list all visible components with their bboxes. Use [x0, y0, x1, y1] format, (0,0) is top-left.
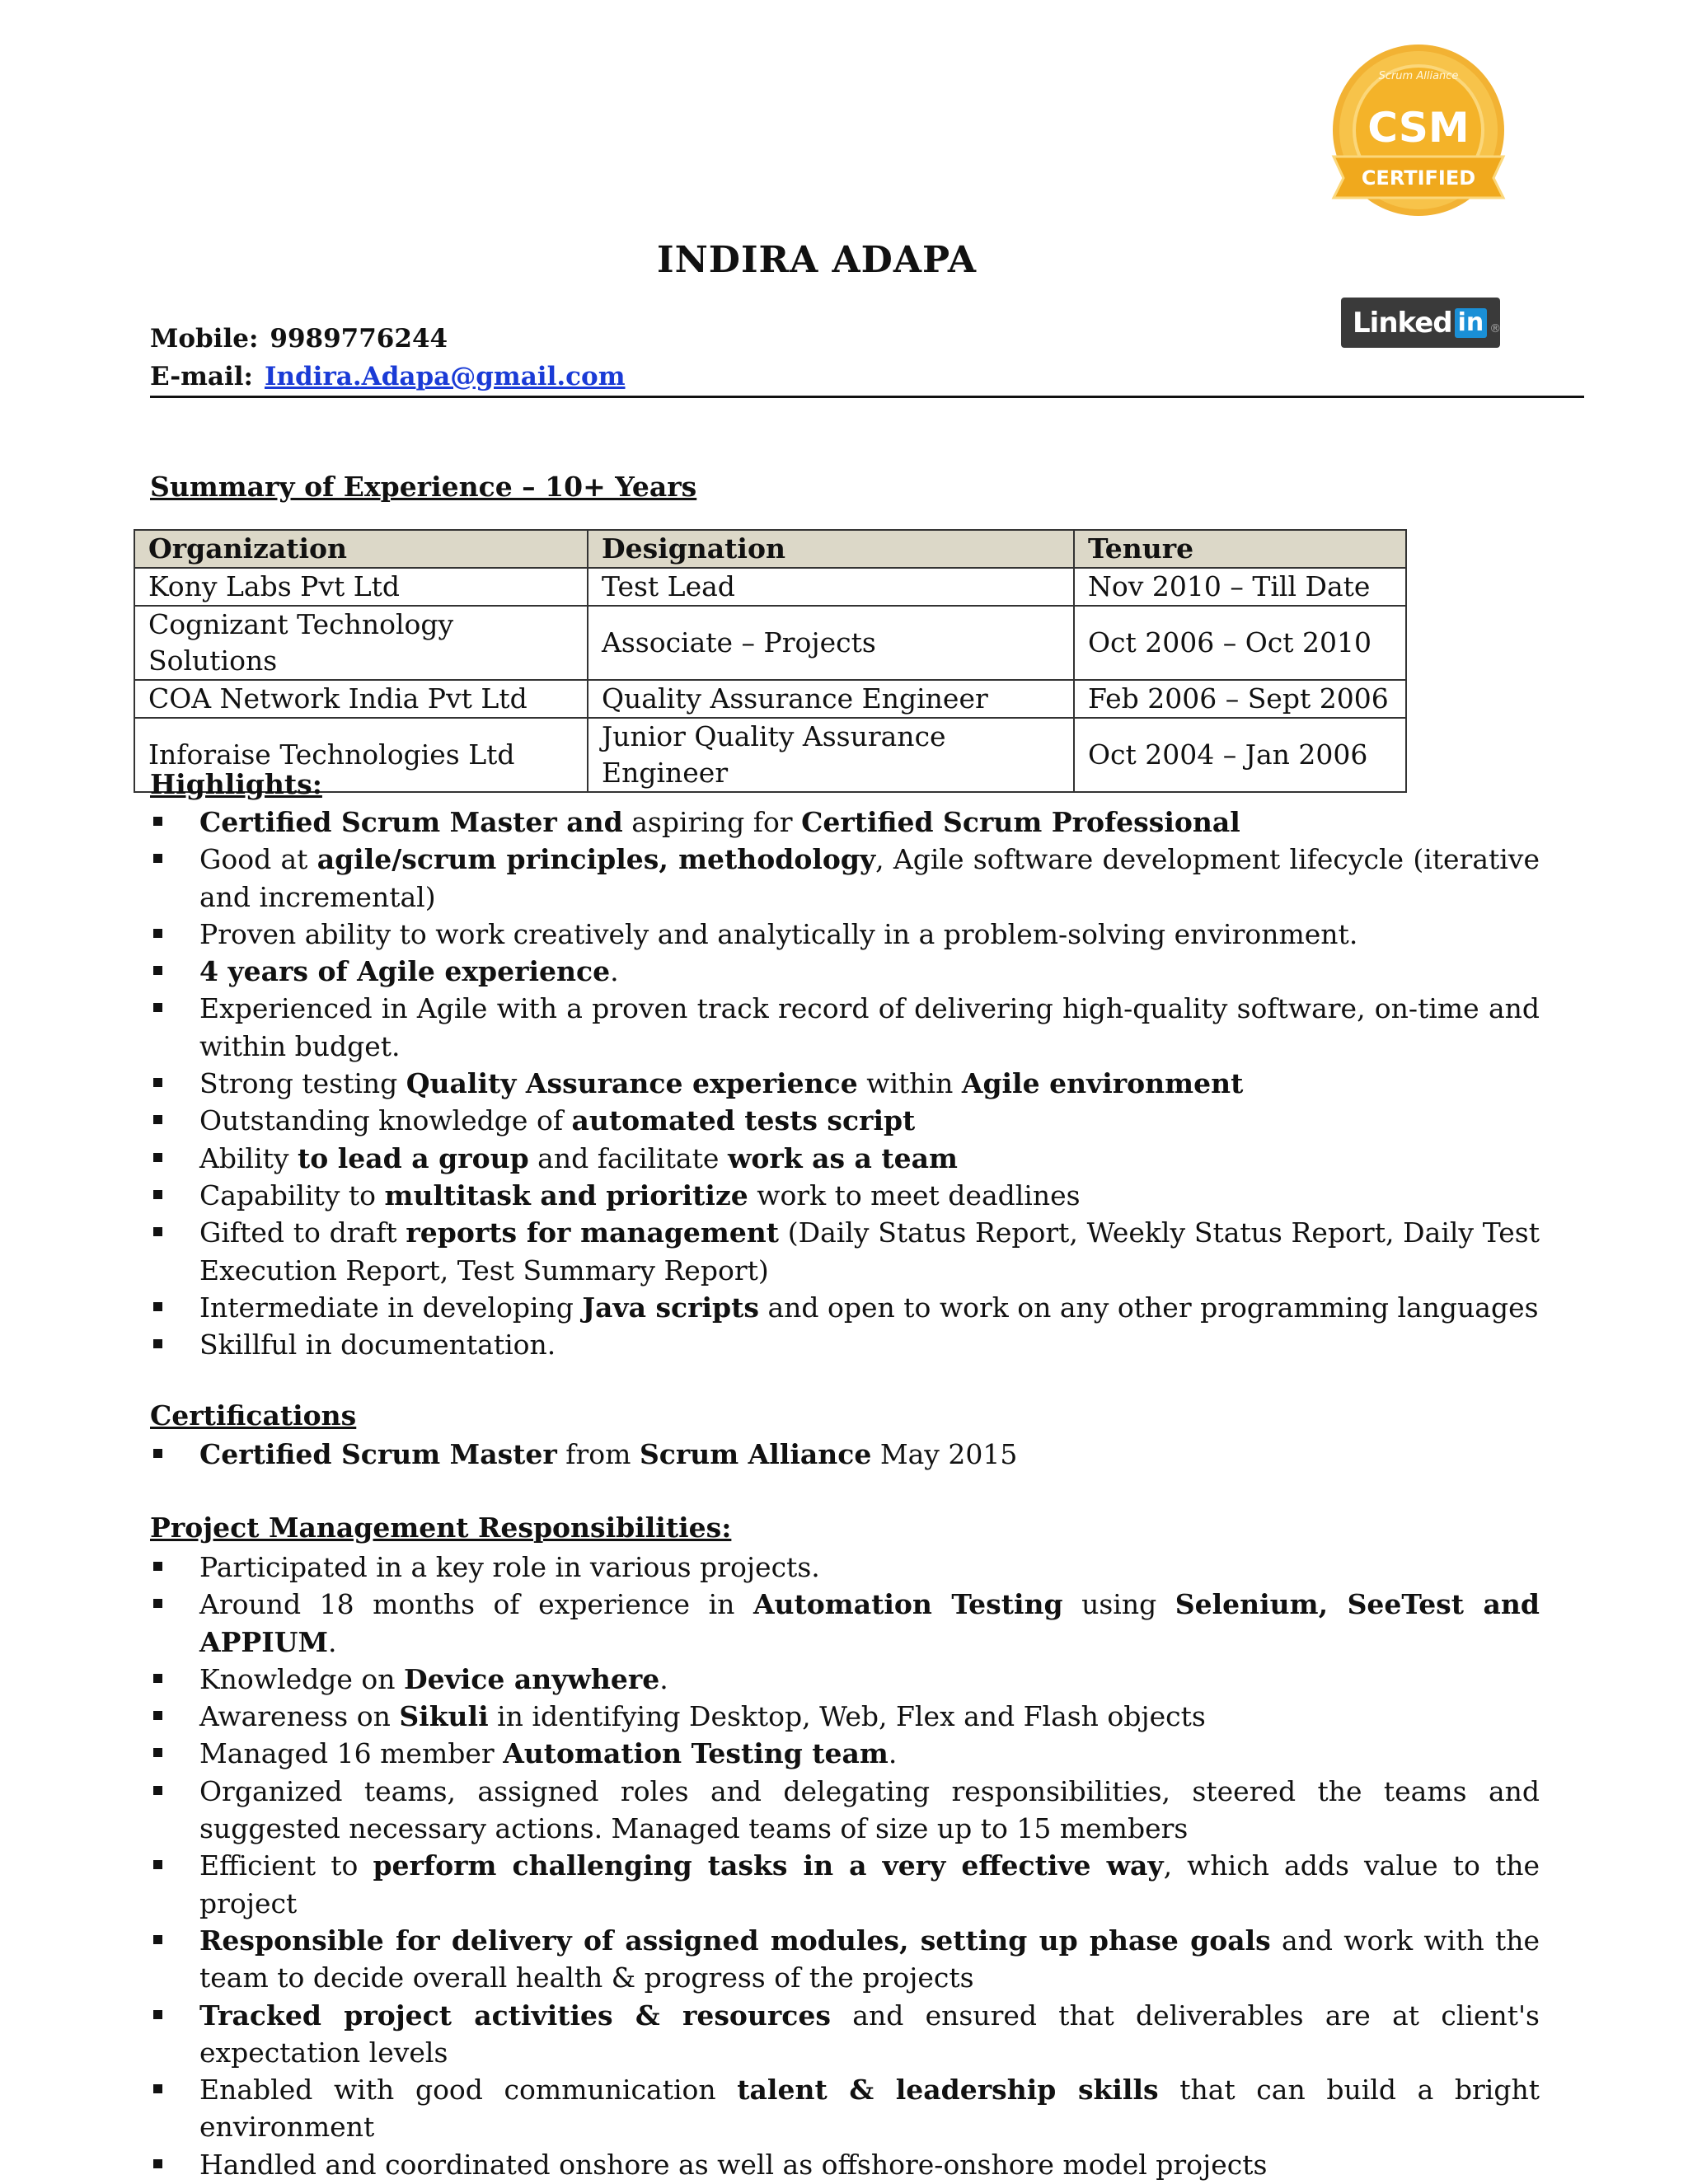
list-item-text: Ability	[199, 1141, 298, 1174]
email-link[interactable]: Indira.Adapa@gmail.com	[264, 362, 626, 391]
list-item-text: perform challenging tasks in a very effective way	[373, 1849, 1164, 1882]
list-item-text: 4 years of Agile experience	[199, 955, 611, 988]
list-item	[150, 1326, 1540, 1363]
list-item	[150, 2071, 1540, 2146]
list-item-text: Java scripts	[582, 1291, 759, 1324]
pm-list	[150, 1549, 1540, 2183]
list-item-text: in identifying Desktop, Web, Flex and Flash objects	[488, 1700, 1206, 1733]
list-item	[150, 1065, 1540, 1102]
list-item-text: Automation Testing team	[503, 1737, 889, 1770]
list-item-text: Intermediate in developing	[199, 1291, 583, 1324]
badge-certified-text: CERTIFIED	[1361, 166, 1476, 190]
list-item	[150, 1735, 1540, 1772]
list-item-text: Proven ability to work creatively and analytically in a problem-solving environment.	[199, 917, 1358, 950]
linkedin-registered: ®	[1489, 321, 1502, 335]
list-item-text: Responsible for delivery of assigned modules, setting up phase goals	[199, 1924, 1271, 1957]
list-item	[150, 1698, 1540, 1735]
table-cell: Quality Assurance Engineer	[588, 680, 1074, 718]
certifications-list	[150, 1436, 1540, 1473]
list-item-text: multitask and prioritize	[384, 1179, 748, 1212]
list-item-text: Selenium, SeeTest and APPIUM	[199, 1588, 1540, 1658]
list-item	[150, 1549, 1540, 1586]
badge-top-text: Scrum Alliance	[1378, 70, 1459, 82]
list-item-text: Device anywhere	[403, 1662, 660, 1695]
list-item	[150, 1661, 1540, 1698]
list-item	[150, 1289, 1540, 1326]
list-item-text: Sikuli	[399, 1700, 489, 1733]
table-row	[134, 606, 1406, 680]
list-item	[150, 1586, 1540, 1661]
list-item-text: .	[888, 1737, 898, 1770]
table-cell: Nov 2010 – Till Date	[1074, 568, 1406, 606]
list-item-text: (Daily Status Report, Weekly Status Report, Daily Test Execution Report, Test Summary Report)	[199, 1216, 1540, 1286]
list-item	[150, 1847, 1540, 1922]
table-cell: Oct 2004 – Jan 2006	[1074, 718, 1406, 792]
list-item-text: Quality Assurance experience	[406, 1067, 858, 1100]
experience-table	[134, 529, 1407, 793]
list-item-text: using	[1062, 1588, 1175, 1621]
list-item	[150, 2146, 1540, 2183]
highlights-list	[150, 804, 1540, 1363]
mobile-number: 9989776244	[270, 324, 448, 354]
list-item-text: and facilitate	[528, 1141, 728, 1174]
list-item-text: Organized teams, assigned roles and delegating responsibilities, steered the teams and suggested necessary actions. Managed teams of size up to 15 members	[199, 1774, 1540, 1845]
list-item	[150, 953, 1540, 990]
email-label: E-mail:	[150, 362, 253, 391]
list-item-text: Experienced in Agile with a proven track record of delivering high-quality software, on-time and within budget.	[199, 992, 1540, 1062]
linkedin-in-box: in	[1455, 308, 1488, 338]
list-item-text: talent & leadership skills	[737, 2074, 1159, 2107]
table-cell: Feb 2006 – Sept 2006	[1074, 680, 1406, 718]
column-header: Tenure	[1074, 530, 1406, 568]
table-row	[134, 568, 1406, 606]
list-item-text: Handled and coordinated onshore as well as offshore-onshore model projects	[199, 2148, 1268, 2181]
mobile-label: Mobile:	[150, 324, 259, 354]
list-item	[150, 990, 1540, 1065]
table-cell: Inforaise Technologies Ltd	[134, 718, 588, 792]
list-item-text: Agile environment	[961, 1067, 1244, 1100]
list-item-text: Certified Scrum Professional	[801, 806, 1240, 838]
list-item-text: Automation Testing	[753, 1588, 1063, 1621]
list-item-text: May 2015	[871, 1438, 1018, 1470]
list-item	[150, 1214, 1540, 1289]
table-header-row	[134, 530, 1406, 568]
list-item-text: , which adds value to the project	[199, 1849, 1540, 1919]
list-item-text: Skillful in documentation.	[199, 1329, 556, 1361]
list-item-text: reports for management	[406, 1216, 780, 1249]
list-item-text: Participated in a key role in various projects.	[199, 1551, 820, 1583]
list-item-text: Gifted to draft	[199, 1216, 406, 1249]
linkedin-text: Linked	[1353, 306, 1452, 340]
list-item-text: to lead a group	[298, 1141, 529, 1174]
list-item-text: and ensured that deliverables are at client's expectation levels	[199, 1999, 1540, 2069]
list-item-text: Knowledge on	[199, 1662, 404, 1695]
list-item-text: that can build a bright environment	[199, 2074, 1540, 2144]
list-item-text: agile/scrum principles, methodology	[316, 843, 876, 876]
table-cell: Oct 2006 – Oct 2010	[1074, 606, 1406, 680]
list-item-text: , Agile software development lifecycle (iterative and incremental)	[199, 843, 1540, 913]
email-line	[150, 358, 626, 396]
list-item	[150, 1102, 1540, 1139]
column-header: Designation	[588, 530, 1074, 568]
list-item-text: work to meet deadlines	[748, 1179, 1081, 1212]
list-item-text: and open to work on any other programming languages	[758, 1291, 1539, 1324]
list-item-text: Tracked project activities & resources	[199, 1999, 831, 2032]
table-cell: Junior Quality Assurance Engineer	[588, 718, 1074, 792]
list-item-text: Good at	[199, 843, 317, 876]
summary-heading: Summary of Experience – 10+ Years	[150, 471, 697, 503]
list-item-text: from	[556, 1438, 640, 1470]
list-item-text: automated tests script	[571, 1104, 916, 1137]
header-divider	[150, 396, 1584, 398]
table-cell: Test Lead	[588, 568, 1074, 606]
list-item-text: Scrum Alliance	[639, 1438, 872, 1470]
table-cell: Kony Labs Pvt Ltd	[134, 568, 588, 606]
list-item-text: aspiring for	[622, 806, 802, 838]
list-item	[150, 1922, 1540, 1997]
list-item-text: Certified Scrum Master	[199, 1438, 557, 1470]
list-item	[150, 1436, 1540, 1473]
highlights-heading: Highlights:	[150, 768, 322, 800]
list-item-text: and work with the team to decide overall health & progress of the projects	[199, 1924, 1540, 1994]
list-item-text: Certified Scrum Master and	[199, 806, 623, 838]
list-item-text: within	[857, 1067, 962, 1100]
table-cell: COA Network India Pvt Ltd	[134, 680, 588, 718]
column-header: Organization	[134, 530, 588, 568]
list-item-text: .	[327, 1625, 337, 1658]
list-item	[150, 841, 1540, 916]
linkedin-logo[interactable]	[1341, 298, 1500, 348]
contact-block	[150, 320, 626, 396]
list-item	[150, 804, 1540, 841]
mobile-line	[150, 320, 626, 358]
list-item	[150, 1140, 1540, 1177]
badge-csm-text: CSM	[1367, 104, 1470, 152]
pm-heading: Project Management Responsibilities:	[150, 1511, 732, 1544]
candidate-name: INDIRA ADAPA	[656, 239, 978, 281]
list-item-text: Awareness on	[199, 1700, 400, 1733]
table-row	[134, 680, 1406, 718]
list-item-text: .	[610, 955, 619, 988]
list-item-text: Efficient to	[199, 1849, 373, 1882]
list-item	[150, 916, 1540, 953]
list-item-text: Outstanding knowledge of	[199, 1104, 572, 1137]
certifications-heading: Certifications	[150, 1399, 357, 1432]
list-item-text: Capability to	[199, 1179, 385, 1212]
list-item-text: work as a team	[727, 1141, 958, 1174]
list-item-text: .	[659, 1662, 668, 1695]
list-item	[150, 1773, 1540, 1848]
list-item-text: Strong testing	[199, 1067, 406, 1100]
list-item-text: Enabled with good communication	[199, 2074, 738, 2107]
list-item	[150, 1177, 1540, 1214]
table-row	[134, 718, 1406, 792]
table-cell: Cognizant Technology Solutions	[134, 606, 588, 680]
list-item-text: Managed 16 member	[199, 1737, 504, 1770]
table-cell: Associate – Projects	[588, 606, 1074, 680]
list-item-text: Around 18 months of experience in	[199, 1588, 753, 1621]
csm-certified-badge	[1317, 33, 1520, 236]
list-item	[150, 1997, 1540, 2072]
